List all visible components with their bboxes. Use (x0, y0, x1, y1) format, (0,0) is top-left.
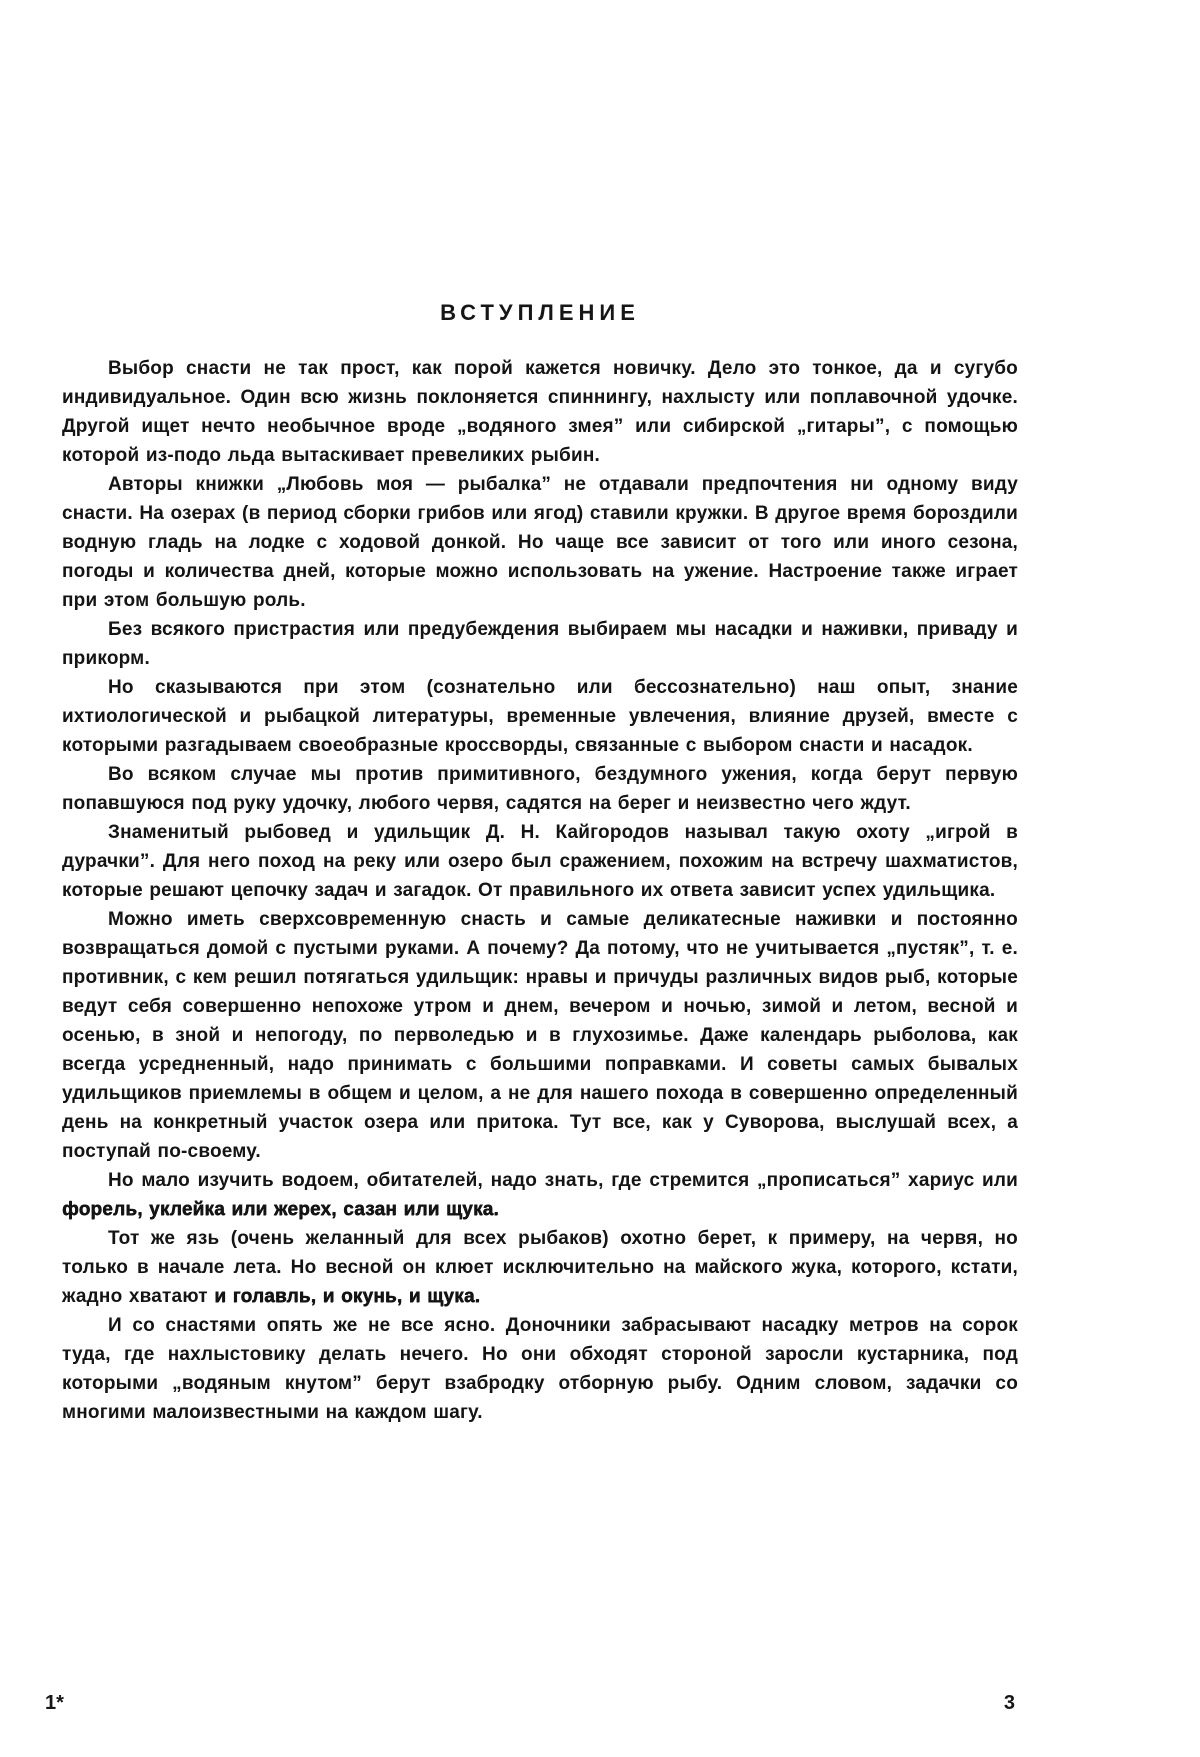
paragraph-text: Выбор снасти не так прост, как порой кажется новичку. Дело это тонкое, да и сугубо индивидуальное. Один всю жизнь поклоняется спиннингу, нахлысту или поплавочной удочке. Другой ищет нечто необычное вроде „водяного змея” или сибирской „гитары”, с помощью которой из-подо льда вытаскивает превеликих рыбин. (62, 358, 1018, 466)
paragraph-text: Знаменитый рыбовед и удильщик Д. Н. Кайгородов называл такую охоту „игрой в дурачки”. Для него поход на реку или озеро был сражением, похожим на встречу шахматистов, которые решают цепочку задач и загадок. От правильного их ответа зависит успех удильщика. (62, 822, 1018, 901)
paragraph (62, 1166, 1018, 1224)
paragraph (62, 470, 1018, 615)
body-text (62, 354, 1018, 1427)
paragraph (62, 1224, 1018, 1311)
paragraph-text: Во всяком случае мы против примитивного, бездумного ужения, когда берут первую попавшуюся под руку удочку, любого червя, садятся на берег и неизвестно чего ждут. (62, 764, 1018, 814)
paragraph-bold-text: и голавль, и окунь, и щука. (214, 1286, 481, 1307)
paragraph (62, 760, 1018, 818)
paragraph-text: Но сказываются при этом (сознательно или бессознательно) наш опыт, знание ихтиологической и рыбацкой литературы, временные увлечения, влияние друзей, вместе с которыми разгадываем своеобразные кроссворды, связанные с выбором снасти и насадок. (62, 677, 1018, 756)
paragraph-text: И со снастями опять же не все ясно. Доночники забрасывают насадку метров на сорок туда, где нахлыстовику делать нечего. Но они обходят стороной заросли кустарника, под которыми „водяным кнутом” берут взабродку отборную рыбу. Одним словом, задачки со многими малоизвестными на каждом шагу. (62, 1315, 1018, 1423)
paragraph (62, 1311, 1018, 1427)
paragraph (62, 818, 1018, 905)
paragraph (62, 615, 1018, 673)
paragraph-text: Авторы книжки „Любовь моя — рыбалка” не отдавали предпочтения ни одному виду снасти. На озерах (в период сборки грибов или ягод) ставили кружки. В другое время бороздили водную гладь на лодке с ходовой донкой. Но чаще все зависит от того или иного сезона, погоды и количества дней, которые можно использовать на ужение. Настроение также играет при этом большую роль. (62, 474, 1018, 611)
paragraph (62, 354, 1018, 470)
page-number: 3 (1003, 1692, 1015, 1714)
paragraph-text: Без всякого пристрастия или предубеждения выбираем мы насадки и наживки, приваду и прикорм. (62, 619, 1018, 669)
page-title: ВСТУПЛЕНИЕ (440, 300, 640, 325)
signature-marker: 1* (45, 1692, 64, 1714)
page-footer (45, 1692, 1015, 1715)
paragraph-text: Но мало изучить водоем, обитателей, надо знать, где стремится „прописаться” хариус или (108, 1170, 1018, 1191)
paragraph-text: Тот же язь (очень желанный для всех рыбаков) охотно берет, к примеру, на червя, но только в начале лета. Но весной он клюет исключительно на майского жука, которого, кстати, жадно хватают (62, 1228, 1018, 1307)
paragraph-text: Можно иметь сверхсовременную снасть и самые деликатесные наживки и постоянно возвращаться домой с пустыми руками. А почему? Да потому, что не учитывается „пустяк”, т. е. противник, с кем решил потягаться удильщик: нравы и причуды различных видов рыб, которые ведут себя совершенно непохоже утром и днем, вечером и ночью, зимой и летом, весной и осенью, в зной и непогоду, по перволедью и в глухозимье. Даже календарь рыболова, как всегда усредненный, надо принимать с большими поправками. И советы самых бывалых удильщиков приемлемы в общем и целом, а не для нашего похода в совершенно определенный день на конкретный участок озера или притока. Тут все, как у Суворова, выслушай всех, а поступай по-своему. (62, 909, 1018, 1162)
paragraph (62, 673, 1018, 760)
paragraph-bold-text: форель, уклейка или жерех, сазан или щука. (62, 1199, 499, 1220)
paragraph (62, 905, 1018, 1166)
